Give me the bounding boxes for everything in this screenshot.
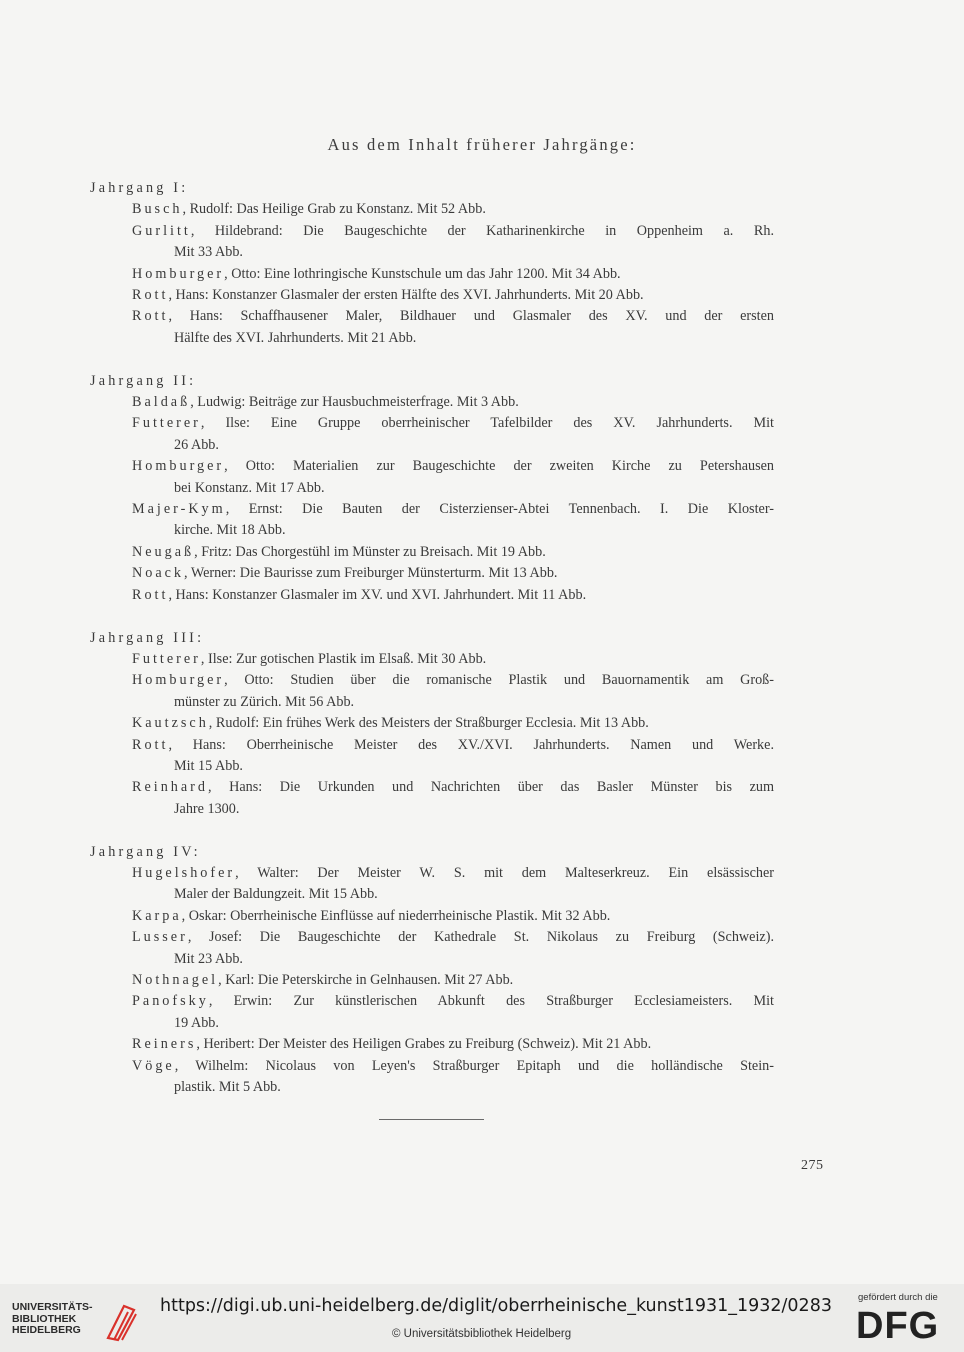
author-name: Futterer (132, 415, 201, 432)
entry-first-line (132, 392, 774, 413)
article-entry (90, 306, 774, 349)
library-name (12, 1302, 93, 1337)
article-entry (90, 585, 774, 606)
entry-text: , Josef: Die Baugeschichte der Kathedrale St. Nikolaus zu Freiburg (Schweiz). (187, 929, 774, 946)
entry-first-line (132, 285, 774, 306)
article-entry (90, 670, 774, 713)
entry-text: Maler der Baldungzeit. Mit 15 Abb. (174, 886, 378, 903)
article-entry (90, 413, 774, 456)
author-name: Kautzsch (132, 715, 209, 732)
volume-section (90, 178, 774, 349)
entry-first-line (132, 863, 774, 884)
library-logo[interactable] (12, 1300, 142, 1342)
author-name: Hugelshofer (132, 864, 236, 881)
entry-first-line (132, 670, 774, 691)
entry-continuation-line (132, 799, 774, 820)
ub-heidelberg-logo-icon (102, 1300, 142, 1342)
entry-text: 19 Abb. (174, 1014, 219, 1031)
entry-text: kirche. Mit 18 Abb. (174, 522, 286, 539)
page-number: 275 (801, 1158, 824, 1173)
author-name: Panofsky (132, 993, 209, 1010)
entry-text: , Fritz: Das Chorgestühl im Münster zu Breisach. Mit 19 Abb. (194, 543, 546, 560)
entry-first-line (132, 906, 774, 927)
entry-first-line (132, 221, 774, 242)
article-entry (90, 392, 774, 413)
entry-continuation-line (132, 1013, 774, 1034)
library-name-line-1: UNIVERSITÄTS- (12, 1301, 93, 1313)
page-heading: Aus dem Inhalt früherer Jahrgänge: (327, 135, 637, 154)
entry-first-line (132, 1056, 774, 1077)
entry-continuation-line (132, 949, 774, 970)
article-entry (90, 1056, 774, 1099)
author-name: Noack (132, 565, 185, 582)
article-entry (90, 221, 774, 264)
entry-text: Hälfte des XVI. Jahrhunderts. Mit 21 Abb. (174, 329, 417, 346)
entry-continuation-line (132, 520, 774, 541)
article-entry (90, 906, 774, 927)
volume-section (90, 628, 774, 821)
entry-first-line (132, 991, 774, 1012)
author-name: Rott (132, 586, 169, 603)
author-name: Homburger (132, 672, 225, 689)
entry-text: , Ludwig: Beiträge zur Hausbuchmeisterfrage. Mit 3 Abb. (190, 394, 519, 411)
entry-text: , Wilhelm: Nicolaus von Leyen's Straßburger Epitaph und die holländische Stein- (174, 1057, 774, 1074)
entry-text: , Oskar: Oberrheinische Einflüsse auf niederrheinische Plastik. Mit 32 Abb. (181, 907, 611, 924)
author-name: Gurlitt (132, 222, 191, 239)
article-entry (90, 970, 774, 991)
author-name: Homburger (132, 265, 225, 282)
permalink-url[interactable]: https://digi.ub.uni-heidelberg.de/diglit/oberrheinische_kunst1931_1932/0283 (160, 1296, 832, 1316)
dfg-logo[interactable]: DFG (856, 1305, 940, 1347)
entry-first-line (132, 456, 774, 477)
volume-title: Jahrgang IV: (90, 843, 201, 860)
article-entry (90, 563, 774, 584)
entry-text: bei Konstanz. Mit 17 Abb. (174, 479, 325, 496)
entry-first-line (132, 585, 774, 606)
entry-text: münster zu Zürich. Mit 56 Abb. (174, 693, 355, 710)
author-name: Karpa (132, 907, 182, 924)
entry-first-line (132, 927, 774, 948)
article-entry (90, 285, 774, 306)
author-name: Nothnagel (132, 971, 219, 988)
entry-text: , Hans: Konstanzer Glasmaler der ersten Hälfte des XVI. Jahrhunderts. Mit 20 Abb. (168, 287, 644, 304)
entry-text: , Rudolf: Das Heilige Grab zu Konstanz. Mit 52 Abb. (182, 201, 486, 218)
entry-text: , Heribert: Der Meister des Heiligen Grabes zu Freiburg (Schweiz). Mit 21 Abb. (196, 1036, 652, 1053)
author-name: Busch (132, 201, 183, 218)
entry-continuation-line (132, 478, 774, 499)
author-name: Vöge (132, 1057, 175, 1074)
author-name: Baldaß (132, 394, 191, 411)
author-name: Majer-Kym (132, 501, 226, 518)
author-name: Reinhard (132, 779, 209, 796)
article-entry (90, 735, 774, 778)
entry-first-line (132, 306, 774, 327)
entry-text: , Ernst: Die Bauten der Cisterzienser-Abtei Tennenbach. I. Die Kloster- (225, 501, 774, 518)
entry-text: , Otto: Eine lothringische Kunstschule um das Jahr 1200. Mit 34 Abb. (224, 265, 621, 282)
author-name: Reiners (132, 1036, 197, 1053)
entry-text: Mit 33 Abb. (174, 244, 243, 261)
article-entry (90, 499, 774, 542)
entry-text: 26 Abb. (174, 436, 219, 453)
volume-section (90, 371, 774, 606)
entry-continuation-line (132, 435, 774, 456)
entry-continuation-line (132, 328, 774, 349)
article-entry (90, 199, 774, 220)
article-entry (90, 927, 774, 970)
entry-first-line (132, 1034, 774, 1055)
volume-section (90, 842, 774, 1099)
copyright-notice: © Universitätsbibliothek Heidelberg (392, 1328, 572, 1340)
entry-text: , Hildebrand: Die Baugeschichte der Katharinenkirche in Oppenheim a. Rh. (190, 222, 774, 239)
article-entry (90, 863, 774, 906)
article-entry (90, 777, 774, 820)
entry-text: Jahre 1300. (174, 800, 240, 817)
entry-continuation-line (132, 884, 774, 905)
entry-first-line (132, 563, 774, 584)
entry-first-line (132, 264, 774, 285)
entry-first-line (132, 777, 774, 798)
entry-first-line (132, 649, 774, 670)
closing-rule (379, 1119, 484, 1120)
article-entry (90, 264, 774, 285)
volume-title: Jahrgang I: (90, 180, 189, 196)
entry-text: plastik. Mit 5 Abb. (174, 1079, 281, 1096)
author-name: Rott (132, 287, 169, 304)
library-name-line-3: HEIDELBERG (12, 1324, 81, 1336)
contents-list (90, 178, 774, 1120)
entry-text: Mit 23 Abb. (174, 950, 243, 967)
author-name: Homburger (132, 458, 225, 475)
author-name: Lusser (132, 929, 188, 946)
volume-title: Jahrgang III: (90, 629, 205, 646)
entry-first-line (132, 542, 774, 563)
entry-text: , Werner: Die Baurisse zum Freiburger Münsterturm. Mit 13 Abb. (184, 565, 558, 582)
article-entry (90, 713, 774, 734)
article-entry (90, 649, 774, 670)
entry-first-line (132, 735, 774, 756)
entry-continuation-line (132, 692, 774, 713)
entry-text: , Otto: Materialien zur Baugeschichte der zweiten Kirche zu Petershausen (224, 458, 774, 475)
entry-first-line (132, 713, 774, 734)
entry-first-line (132, 499, 774, 520)
author-name: Futterer (132, 650, 201, 667)
author-name: Neugaß (132, 543, 195, 560)
entry-first-line (132, 413, 774, 434)
entry-text: , Otto: Studien über die romanische Plastik und Bauornamentik am Groß- (224, 672, 774, 689)
entry-text: , Ilse: Eine Gruppe oberrheinischer Tafelbilder des XV. Jahrhunderts. Mit (200, 415, 774, 432)
author-name: Rott (132, 308, 169, 325)
entry-text: , Hans: Schaffhausener Maler, Bildhauer und Glasmaler des XV. und der ersten (168, 308, 774, 325)
entry-text: , Rudolf: Ein frühes Werk des Meisters der Straßburger Ecclesia. Mit 13 Abb. (208, 715, 649, 732)
funder-note: gefördert durch die (858, 1292, 938, 1303)
volume-title: Jahrgang II: (90, 372, 197, 389)
entry-text: , Walter: Der Meister W. S. mit dem Malteserkreuz. Ein elsässischer (235, 864, 774, 881)
library-name-line-2: BIBLIOTHEK (12, 1312, 77, 1325)
entry-text: , Hans: Die Urkunden und Nachrichten über das Basler Münster bis zum (208, 779, 774, 796)
article-entry (90, 542, 774, 563)
entry-text: , Hans: Konstanzer Glasmaler im XV. und XVI. Jahrhundert. Mit 11 Abb. (168, 586, 587, 603)
article-entry (90, 1034, 774, 1055)
viewer-footer (0, 1284, 964, 1352)
article-entry (90, 456, 774, 499)
entry-text: , Karl: Die Peterskirche in Gelnhausen. Mit 27 Abb. (218, 971, 514, 988)
entry-first-line (132, 970, 774, 991)
entry-first-line (132, 199, 774, 220)
article-entry (90, 991, 774, 1034)
author-name: Rott (132, 736, 169, 753)
entry-continuation-line (132, 1077, 774, 1098)
entry-continuation-line (132, 242, 774, 263)
entry-text: , Erwin: Zur künstlerischen Abkunft des Straßburger Ecclesiameisters. Mit (208, 993, 774, 1010)
entry-continuation-line (132, 756, 774, 777)
entry-text: , Hans: Oberrheinische Meister des XV./XVI. Jahrhunderts. Namen und Werke. (168, 736, 774, 753)
entry-text: , Ilse: Zur gotischen Plastik im Elsaß. Mit 30 Abb. (200, 650, 487, 667)
entry-text: Mit 15 Abb. (174, 757, 243, 774)
